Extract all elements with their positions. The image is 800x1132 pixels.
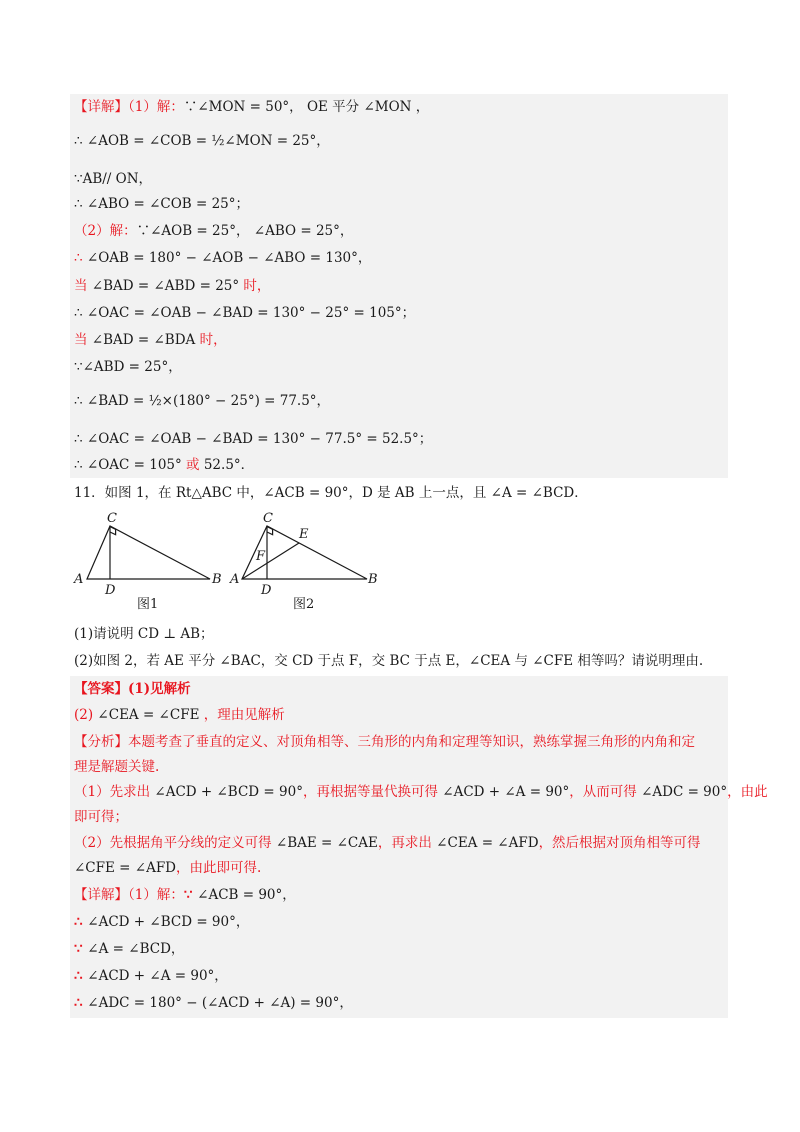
geometry-figures — [70, 508, 400, 612]
section2-text-segment: ∠ADC = 90° — [641, 784, 728, 800]
fig2-label-e: E — [299, 527, 309, 542]
section1-line — [74, 277, 270, 295]
section1-text-segment: 【详解】（1）解： — [74, 99, 184, 115]
section2-text-segment: （2）先根据角平分线的定义可得 — [74, 835, 276, 851]
section1-text-segment: （2）解： — [74, 223, 137, 239]
section2-text-segment: ∵ — [74, 941, 88, 957]
section1-text-segment: ∴ ∠OAC = 105° — [74, 457, 182, 473]
section1-text-segment: ∵∠ABD = 25°， — [74, 359, 182, 375]
section1-text-segment: ∠BAD = ∠BDA — [91, 332, 196, 348]
section1-line — [74, 249, 371, 267]
section1-text-segment: 或 — [181, 457, 204, 473]
section2-text-segment: ∠ACD + ∠BCD = 90°， — [87, 914, 250, 930]
section2-text-segment: ∠ACD + ∠A = 90°， — [87, 968, 228, 984]
section1-text-segment: ∴ ∠AOB = ∠COB = ½∠MON = 25°， — [74, 133, 330, 149]
section1-line — [74, 331, 227, 349]
section2-text-segment: ，然后根据对顶角相等可得 — [538, 835, 701, 851]
fig2-label-c: C — [263, 511, 273, 526]
section2-text-segment: ∠ACB = 90°， — [197, 887, 296, 903]
section2-line — [74, 994, 353, 1012]
section2-line — [74, 808, 128, 826]
section2-text-segment: ，再求出 — [377, 835, 437, 851]
fig1-triangle — [87, 526, 210, 579]
section2-line — [74, 706, 285, 724]
section1-text-segment: 时， — [195, 332, 227, 348]
fig1-label-d: D — [105, 583, 116, 598]
section2-text-segment: 即可得； — [74, 809, 128, 825]
section2-text-segment: ∠ADC = 180° − (∠ACD + ∠A) = 90°， — [87, 995, 353, 1011]
section2-line — [74, 834, 701, 852]
section2-text-segment: ，再根据等量代换可得 — [302, 784, 443, 800]
section1-line — [74, 195, 249, 213]
section1-text-segment: 当 — [74, 278, 92, 294]
fig2-caption: 图2 — [293, 597, 315, 612]
section1-line — [74, 222, 353, 240]
section2-line — [74, 967, 228, 985]
section1-line — [74, 358, 182, 376]
section2-line — [74, 680, 191, 698]
section1-text-segment: ∵∠MON = 50°， OE 平分 ∠MON ， — [183, 99, 430, 115]
section2-text-segment: ∵ — [183, 887, 198, 903]
section2-text-segment: 【答案】(1)见解析 — [74, 681, 191, 697]
fig1-label-c: C — [107, 511, 117, 526]
section1-text-segment: ∴ ∠OAC = ∠OAB − ∠BAD = 130° − 77.5° = 52.5°； — [74, 431, 433, 447]
section1-text-segment: ∵AB// ON， — [74, 171, 153, 187]
section1-text-segment: ∴ ∠BAD = ½×(180° − 25°) = 77.5°， — [74, 393, 331, 409]
section2-text-segment: （1）先求出 — [74, 784, 155, 800]
section1-text-segment: ∴ ∠OAC = ∠OAB − ∠BAD = 130° − 25° = 105°； — [74, 305, 416, 321]
section2-text-segment: 【分析】本题考查了垂直的定义、对顶角相等、三角形的内角和定理等知识，熟练掌握三角形的内角和定 — [74, 734, 695, 750]
section2-text-segment: ∠ACD + ∠BCD = 90° — [154, 784, 303, 800]
section1-text-segment: 时， — [239, 278, 271, 294]
section1-text-segment: ∴ ∠ABO = ∠COB = 25°； — [74, 196, 250, 212]
section1-line — [74, 132, 330, 150]
section2-text-segment: ∠CFE = ∠AFD — [74, 860, 177, 876]
fig1-right-angle-mark — [110, 527, 116, 535]
sub-question-1: (1)请说明 CD ⊥ AB； — [74, 626, 214, 642]
section1-text-segment: ∠OAB = 180° − ∠AOB − ∠ABO = 130°， — [86, 250, 372, 266]
section2-line — [74, 783, 768, 801]
section2-text-segment: ∠BAE = ∠CAE — [275, 835, 378, 851]
fig2-label-a: A — [230, 572, 240, 587]
question-stem: 11．如图 1，在 Rt△ABC 中，∠ACB = 90°，D 是 AB 上一点，且 ∠A = ∠BCD． — [74, 485, 588, 501]
section1-line — [74, 98, 429, 116]
section2-text-segment: ，由此 — [727, 784, 768, 800]
section1-text-segment: ∠BAD = ∠ABD = 25° — [91, 278, 240, 294]
fig1-label-a: A — [74, 572, 84, 587]
fig2-label-d: D — [261, 583, 272, 598]
sub-question-2: (2)如图 2，若 AE 平分 ∠BAC，交 CD 于点 F，交 BC 于点 E，∠CEA 与 ∠CFE 相等吗？请说明理由. — [74, 653, 704, 669]
fig2-label-b: B — [368, 572, 378, 587]
section2-text-segment: ，理由见解析 — [199, 707, 285, 723]
section2-text-segment: ∴ — [74, 914, 88, 930]
section2-line — [74, 859, 261, 877]
section2-text-segment: ，从而可得 — [569, 784, 642, 800]
section2-line — [74, 758, 159, 776]
section1-line — [74, 170, 152, 188]
section2-text-segment: ∠A = ∠BCD， — [87, 941, 185, 957]
section2-text-segment: ∠ACD + ∠A = 90° — [442, 784, 570, 800]
section2-line — [74, 733, 695, 751]
section1-line — [74, 304, 415, 322]
section1-line — [74, 430, 432, 448]
fig2-right-angle-mark — [267, 527, 273, 535]
section2-text-segment: 【详解】（1）解： — [74, 887, 184, 903]
fig1-label-b: B — [212, 572, 222, 587]
section2-text-segment: 理是解题关键. — [74, 759, 160, 775]
section2-text-segment: ∠CEA = ∠CFE — [97, 707, 200, 723]
section2-text-segment: (2) — [74, 707, 98, 723]
fig2-label-f: F — [256, 549, 266, 564]
section2-text-segment: ∠CEA = ∠AFD — [436, 835, 539, 851]
section1-text-segment: ∵∠AOB = 25°， ∠ABO = 25°， — [136, 223, 354, 239]
section2-line — [74, 940, 184, 958]
section2-line — [74, 886, 296, 904]
section1-line — [74, 456, 254, 474]
section1-line — [74, 392, 330, 410]
section1-text-segment: 52.5°． — [203, 457, 255, 473]
section2-line — [74, 913, 249, 931]
section1-text-segment: ∴ — [74, 250, 87, 266]
fig1-caption: 图1 — [137, 597, 159, 612]
section2-text-segment: ，由此即可得. — [176, 860, 262, 876]
section2-text-segment: ∴ — [74, 995, 88, 1011]
section2-text-segment: ∴ — [74, 968, 88, 984]
section1-text-segment: 当 — [74, 332, 92, 348]
